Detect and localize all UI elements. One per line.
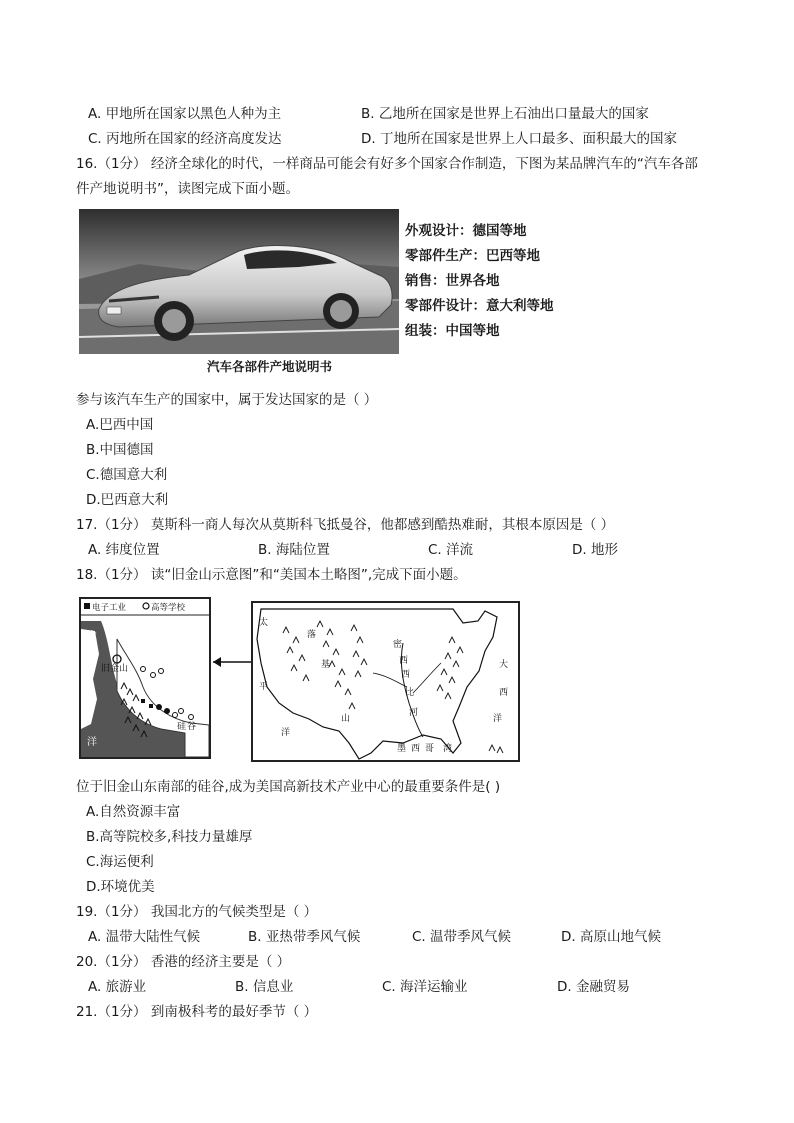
usa-label-da: 大 xyxy=(499,660,509,670)
usa-label-yang2: 洋 xyxy=(493,714,503,724)
q20-stem: 20.（1分） 香港的经济主要是（ ） xyxy=(76,954,291,970)
q18-option-b: B.高等院校多,科技力量雄厚 xyxy=(86,829,253,845)
car-photo xyxy=(79,209,399,354)
q16-option-c: C.德国意大利 xyxy=(86,467,168,483)
usa-label-mi: 密 xyxy=(393,640,403,650)
sf-map xyxy=(79,597,211,759)
q20-option-a: A. 旅游业 xyxy=(88,979,147,995)
q19-option-d: D. 高原山地气候 xyxy=(561,929,661,945)
usa-label-luo: 落 xyxy=(307,630,317,640)
usa-label-mo: 墨 xyxy=(397,744,407,754)
q18-option-c: C.海运便利 xyxy=(86,854,154,870)
usa-label-ji: 基 xyxy=(321,660,331,670)
q21-stem: 21.（1分） 到南极科考的最好季节（ ） xyxy=(76,1004,318,1020)
usa-label-ge: 哥 xyxy=(425,744,435,754)
usa-map xyxy=(251,601,520,762)
sf-label-tai: 太 xyxy=(87,631,97,642)
q17-option-a: A. 纬度位置 xyxy=(88,542,160,558)
usa-label-tai: 太 xyxy=(259,618,269,628)
q15-option-d: D. 丁地所在国家是世界上人口最多、面积最大的国家 xyxy=(361,131,677,147)
q18-question: 位于旧金山东南部的硅谷,成为美国高新技术产业中心的最重要条件是( ) xyxy=(76,779,501,795)
q19-option-a: A. 温带大陆性气候 xyxy=(88,929,201,945)
sf-label-ping: 平 xyxy=(87,695,97,706)
arrow-icon xyxy=(209,655,253,669)
q20-option-b: B. 信息业 xyxy=(235,979,294,995)
q15-option-b: B. 乙地所在国家是世界上石油出口量最大的国家 xyxy=(361,106,649,122)
q17-option-d: D. 地形 xyxy=(572,542,618,558)
sf-label-gu: 谷 xyxy=(187,722,197,732)
q16-stem-line1: 16.（1分） 经济全球化的时代，一样商品可能会有好多个国家合作制造，下图为某品牌汽车的“汽车各部 xyxy=(76,156,698,172)
q16-question: 参与该汽车生产的国家中，属于发达国家的是（ ） xyxy=(76,392,378,408)
usa-label-shan: 山 xyxy=(341,714,351,724)
sf-label-gui: 硅 xyxy=(177,722,187,732)
q20-option-d: D. 金融贸易 xyxy=(557,979,630,995)
q19-option-c: C. 温带季风气候 xyxy=(412,929,512,945)
q16-stem-line2: 件产地说明书”，读图完成下面小题。 xyxy=(76,181,299,197)
usa-label-xi3: 西 xyxy=(499,688,509,698)
spec-line-3: 销售：世界各地 xyxy=(405,273,500,289)
usa-label-xi4: 西 xyxy=(411,744,421,754)
q16-option-a: A.巴西中国 xyxy=(86,417,154,433)
spec-line-1: 外观设计：德国等地 xyxy=(405,223,527,239)
spec-line-2: 零部件生产：巴西等地 xyxy=(405,248,540,264)
q16-option-b: B.中国德国 xyxy=(86,442,154,458)
usa-label-bi: 比 xyxy=(405,688,415,698)
q19-option-b: B. 亚热带季风气候 xyxy=(248,929,361,945)
q16-option-d: D.巴西意大利 xyxy=(86,492,169,508)
legend-electronics: 电子工业 xyxy=(92,603,127,613)
q17-option-c: C. 洋流 xyxy=(428,542,474,558)
q18-stem: 18.（1分） 读“旧金山示意图”和“美国本土略图”,完成下面小题。 xyxy=(76,567,467,583)
q18-option-a: A.自然资源丰富 xyxy=(86,804,181,820)
usa-label-ping: 平 xyxy=(259,682,269,692)
figure-caption: 汽车各部件产地说明书 xyxy=(207,359,333,374)
usa-label-xi1: 西 xyxy=(399,656,409,666)
q20-option-c: C. 海洋运输业 xyxy=(382,979,468,995)
spec-line-4: 零部件设计：意大利等地 xyxy=(405,298,554,314)
sf-label-city: 旧金山 xyxy=(101,664,129,674)
q19-stem: 19.（1分） 我国北方的气候类型是（ ） xyxy=(76,904,318,920)
q17-stem: 17.（1分） 莫斯科一商人每次从莫斯科飞抵曼谷，他都感到酷热难耐，其根本原因是（ ） xyxy=(76,517,615,533)
q17-option-b: B. 海陆位置 xyxy=(258,542,330,558)
usa-label-he: 河 xyxy=(409,708,419,718)
q15-option-c: C. 丙地所在国家的经济高度发达 xyxy=(88,131,282,147)
q15-option-a: A. 甲地所在国家以黑色人种为主 xyxy=(88,106,282,122)
q18-option-d: D.环境优美 xyxy=(86,879,155,895)
sf-label-yang: 洋 xyxy=(87,737,97,748)
usa-label-yang: 洋 xyxy=(281,728,291,738)
legend-college: 高等学校 xyxy=(151,603,186,613)
usa-label-wan: 湾 xyxy=(443,744,453,754)
spec-line-5: 组装：中国等地 xyxy=(405,323,500,339)
usa-label-xi2: 西 xyxy=(401,670,411,680)
